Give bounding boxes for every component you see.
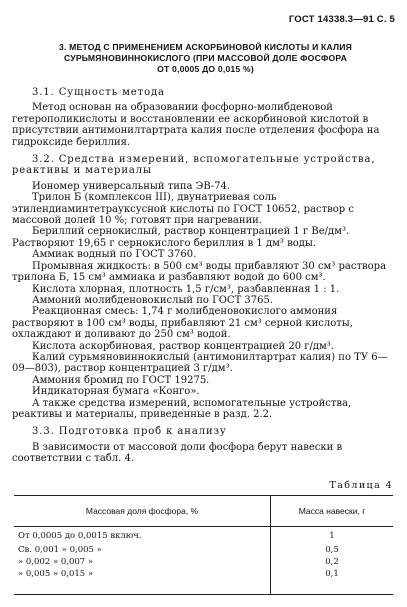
table-cell-mass: 0,5: [325, 545, 339, 555]
section-3-3-text: В зависимости от массовой доли фосфора берут навески в соответствии с табл. 4.: [12, 441, 343, 465]
column-header-mass: Масса навески, г: [298, 506, 366, 516]
table-cell-range: Св. 0,001 » 0,005 »: [18, 545, 102, 555]
page-header: ГОСТ 14338.3—91 С. 5: [288, 14, 395, 25]
reagent-item: Аммония бромид по ГОСТ 19275.: [32, 374, 210, 386]
reagent-item: Трилон Б (комплексон III), двунатриевая соль этилендиаминтетрауксусной кислоты по ГОСТ 10652, раствор с массовой долей 10 %; готовят при нагревании.: [12, 192, 354, 227]
reagent-item: Калий сурьмяновиннокислый (антимонилтартрат калия) по ТУ 6—09—803), раствор концентрацией 3 г/дм³.: [12, 351, 388, 375]
reagent-item: Индикаторная бумага «Конго».: [32, 386, 200, 398]
section-3-2-heading: 3.2. Средства измерений, вспомогательные устройства, реактивы и материалы: [12, 154, 376, 177]
table-cell-range: От 0,0005 до 0,0015 включ.: [18, 531, 142, 541]
title-line-1: 3. МЕТОД С ПРИМЕНЕНИЕМ АСКОРБИНОВОЙ КИСЛОТЫ И КАЛИЯ: [59, 42, 352, 52]
section-3-1-text: Метод основан на образовании фосфорно-молибденовой гетерополикислоты и восстановлении ее аскорбиновой кислотой в присутствии антимонилтартрата калия после отделения фосфора на гидроксиде бериллия.: [12, 102, 380, 148]
title-line-2: СУРЬМЯНОВИННОКИСЛОГО (ПРИ МАССОВОЙ ДОЛЕ ФОСФОРА: [64, 53, 347, 63]
table-caption: Таблица 4: [329, 480, 393, 491]
section-title: [20, 42, 391, 75]
reagent-item: Аммиак водный по ГОСТ 3760.: [32, 249, 197, 261]
reagent-item: Промывная жидкость: в 500 см³ воды прибавляют 30 см³ раствора трилона Б, 15 см³ аммиака и разбавляют водой до 600 см³.: [12, 260, 387, 284]
table-header-row: [14, 496, 393, 527]
reagent-item: Реакционная смесь: 1,74 г молибденовокислого аммония растворяют в 100 см³ воды, прибавляют 21 см³ серной кислоты, охлаждают и доливают до 250 см³ водой.: [12, 306, 353, 341]
reagent-item: Аммоний молибденовокислый по ГОСТ 3765.: [32, 294, 274, 306]
column-header-phosphorus: Массовая доля фосфора, %: [85, 506, 199, 516]
section-3-1-heading: 3.1. Сущность метода: [32, 87, 165, 98]
document-body: [12, 87, 395, 465]
reagent-item: Иономер универсальный типа ЭВ-74.: [32, 180, 230, 192]
table-cell-mass: 1: [329, 531, 335, 541]
title-line-3: ОТ 0,0005 ДО 0,015 %): [157, 64, 254, 74]
reagent-item: А также средства измерений, вспомогательные устройства, реактивы и материалы, приведенные в разд. 2.2.: [12, 397, 352, 420]
table-cell-range: » 0,002 » 0,007 »: [18, 557, 94, 567]
table-cell-range: » 0,005 » 0,015 »: [18, 569, 94, 579]
table-cell-mass: 0,2: [325, 557, 339, 567]
sample-mass-table: [14, 495, 393, 595]
reagent-item: Бериллий сернокислый, раствор концентрацией 1 г Be/дм³. Растворяют 19,65 г сернокислого бериллия в 1 дм³ воды.: [12, 226, 350, 249]
table-cell-mass: 0,1: [325, 569, 339, 579]
reagent-item: Кислота аскорбиновая, раствор концентрацией 20 г/дм³.: [32, 340, 334, 352]
reagent-item: Кислота хлорная, плотность 1,5 г/см³, разбавленная 1 : 1.: [32, 283, 340, 295]
section-3-3-heading: 3.3. Подготовка проб к анализу: [32, 426, 227, 438]
